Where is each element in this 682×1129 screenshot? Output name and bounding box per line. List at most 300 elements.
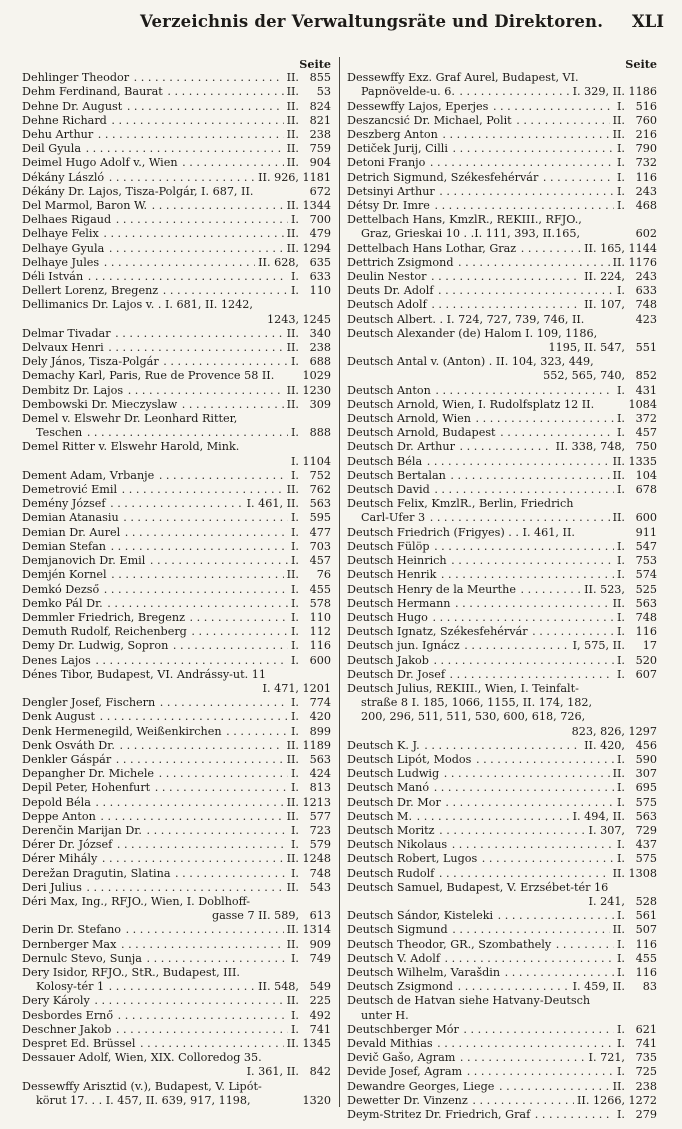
entry-name: Devald Mithias (347, 1037, 433, 1050)
entry-reference: II. (612, 511, 625, 525)
entry-page-number: 762 (309, 483, 331, 497)
index-entry (22, 994, 331, 1008)
entry-name: Demian Atanasiu (22, 511, 119, 525)
dot-leader (513, 114, 610, 128)
index-entry (347, 227, 657, 241)
entry-name: Detrich Sigmund, Székesfehérvár (347, 170, 539, 184)
dot-leader (430, 654, 614, 668)
entry-reference: I. (291, 355, 299, 369)
entry-name: Deutsch Adolf (347, 298, 427, 312)
dot-leader (447, 469, 610, 483)
entry-reference: II. 107, (584, 298, 625, 312)
entry-reference: II. (286, 85, 299, 99)
entry-reference: I. (291, 639, 299, 653)
entry-name: Dery Isidor, RFJO., StR., Budapest, III. (22, 965, 240, 979)
entry-reference: 823, 826, (571, 724, 625, 738)
index-entry (22, 781, 331, 795)
index-entry (22, 1065, 331, 1079)
entry-reference: II. (286, 241, 299, 255)
dot-leader (188, 625, 288, 639)
entry-reference: I. (617, 667, 625, 681)
entry-reference: I. 329, II. (572, 85, 625, 99)
entry-page-number: 749 (309, 951, 331, 965)
entry-page-number: 479 (309, 227, 331, 241)
index-entry (22, 1037, 331, 1051)
index-entry (347, 824, 657, 838)
index-entry (347, 327, 657, 341)
dot-leader (435, 867, 609, 881)
entry-reference: II. 523, (584, 582, 625, 596)
dot-leader (164, 85, 284, 99)
entry-name: Derin Dr. Stefano (22, 923, 122, 937)
entry-page-number: 420 (309, 710, 331, 724)
index-entry (22, 682, 331, 696)
dot-leader (112, 1023, 288, 1037)
index-entry (22, 171, 331, 185)
entry-page-number: 563 (309, 497, 331, 511)
index-entry (347, 469, 657, 483)
index-entry (347, 1065, 657, 1079)
entry-page-number: 424 (309, 767, 331, 781)
entry-name: Deutsch David (347, 483, 430, 497)
entry-name: Kolosy-tér 1 (36, 980, 105, 994)
entry-reference: II. (612, 866, 625, 880)
entry-reference: I. (291, 554, 299, 568)
entry-reference: II. (612, 255, 625, 269)
entry-name: Dettelbach Hans, KmzlR., REKIII., RFJO., (347, 213, 582, 227)
index-entry (22, 156, 331, 170)
index-entry (347, 952, 657, 966)
entry-name: Deutsch Lipót, Modos (347, 752, 472, 766)
entry-name: Dely János, Tisza-Polgár (22, 355, 159, 369)
dot-leader (179, 156, 284, 170)
entry-page-number: 477 (309, 525, 331, 539)
entry-name: Dérer Dr. József (22, 838, 113, 852)
index-entry (347, 938, 657, 952)
entry-page-number: 904 (309, 156, 331, 170)
entry-page-number: 759 (309, 142, 331, 156)
entry-reference: I. (617, 1065, 625, 1079)
entry-page-number: 563 (635, 596, 657, 610)
entry-page-number: 116 (635, 937, 657, 951)
index-entry (22, 710, 331, 724)
index-entry (22, 611, 331, 625)
dot-leader (178, 398, 283, 412)
entry-name: Dehu Arthur (22, 128, 94, 141)
entry-reference: I. (617, 653, 625, 667)
dot-leader (104, 597, 288, 611)
entry-name: straße 8 I. 185, 1066, 1155, II. 174, 182, (361, 696, 593, 710)
entry-page-number: 551 (635, 341, 657, 355)
dot-leader (455, 256, 610, 270)
entry-reference: I, 575, II. (572, 639, 625, 653)
entry-reference: II. (286, 752, 299, 766)
entry-page-number: 842 (309, 1065, 331, 1079)
index-entry (22, 597, 331, 611)
entry-page-number: 760 (635, 113, 657, 127)
dot-leader (97, 810, 284, 824)
index-entry (22, 980, 331, 994)
entry-page-number: 1176 (628, 255, 657, 269)
entry-name: Graz, Grieskai 10 . .I. 111, 393, II.165, (361, 227, 580, 241)
entry-page-number: 579 (309, 838, 331, 852)
dot-leader (426, 156, 614, 170)
entry-reference: I. (291, 525, 299, 539)
dot-leader (431, 199, 614, 213)
entry-reference: II. (286, 1037, 299, 1050)
entry-name: Dembitz Dr. Lajos (22, 383, 124, 397)
index-entry (347, 923, 657, 937)
entry-page-number: 1297 (628, 724, 657, 738)
entry-page-number: 468 (635, 199, 657, 213)
dot-leader (146, 554, 288, 568)
dot-leader (186, 611, 288, 625)
entry-page-number: 549 (309, 980, 331, 994)
dot-leader (472, 753, 614, 767)
dot-leader (107, 497, 244, 511)
entry-reference: II. 628, (258, 255, 299, 269)
entry-page-number: 1248 (302, 852, 331, 866)
index-entry (22, 923, 331, 937)
index-entry (347, 1023, 657, 1037)
dot-leader (431, 483, 614, 497)
index-entries (347, 71, 657, 1122)
entry-reference: I. 241, (588, 894, 625, 908)
entry-page-number: 307 (635, 767, 657, 781)
index-entry (347, 341, 657, 355)
entry-name: Demy Dr. Ludwig, Sopron (22, 639, 169, 653)
entry-page-number: 824 (309, 99, 331, 113)
entry-reference: I. (291, 625, 299, 639)
index-column-left (22, 57, 331, 1108)
entry-page-number: 753 (635, 554, 657, 568)
entry-reference: II. (286, 113, 299, 127)
index-entry (347, 895, 657, 909)
entry-page-number: 1308 (628, 866, 657, 880)
dot-leader (100, 256, 255, 270)
entry-name: Déri Max, Ing., RFJO., Wien, I. Doblhoff- (22, 894, 250, 908)
entry-name: Demel v. Elswehr Dr. Leonhard Ritter, (22, 412, 238, 426)
dot-leader (100, 227, 284, 241)
entry-reference: I. (617, 909, 625, 923)
entry-name: Dewetter Dr. Vinzenz (347, 1093, 468, 1107)
entry-name: Deutsch Dr. Arthur (347, 440, 455, 454)
index-entry (347, 483, 657, 497)
entry-reference: I. (291, 653, 299, 667)
entry-reference: I. (617, 965, 625, 979)
entry-name: Deutsch Arnold, Wien (347, 412, 471, 426)
entry-page-number: 1294 (302, 241, 331, 255)
dot-leader (118, 483, 284, 497)
dot-leader (143, 952, 288, 966)
index-entry (22, 668, 331, 682)
dot-leader (429, 611, 614, 625)
entry-name: Delhaye Felix (22, 227, 99, 241)
dot-leader (114, 1009, 288, 1023)
dot-leader (434, 1037, 614, 1051)
index-entry (22, 313, 331, 327)
entry-reference: I. (617, 483, 625, 497)
index-entry (347, 71, 657, 85)
dot-leader (469, 1094, 574, 1108)
entry-reference: I. (617, 795, 625, 809)
entry-reference: II. 165, (584, 241, 625, 255)
entry-name: Demian Stefan (22, 539, 107, 553)
entry-name: Deutsch Fülöp (347, 539, 430, 553)
dot-leader (108, 114, 284, 128)
entry-reference: II. (286, 341, 299, 355)
entry-reference: II. (612, 596, 625, 610)
entry-reference: II. (286, 156, 299, 170)
index-entry (22, 824, 331, 838)
dot-leader (105, 341, 284, 355)
index-entry (347, 625, 657, 639)
entry-name: Demkó Dezső (22, 582, 100, 596)
entry-reference: I. (291, 213, 299, 227)
entry-page-number: 431 (635, 383, 657, 397)
index-entry (347, 654, 657, 668)
entry-reference: I. (617, 781, 625, 795)
entry-page-number: 437 (635, 838, 657, 852)
index-entry (22, 696, 331, 710)
index-entry (347, 568, 657, 582)
entry-name: Deutsch Arnold, Budapest (347, 426, 496, 440)
entry-reference: I. 459, II. (572, 980, 625, 994)
index-entry (347, 1094, 657, 1108)
dot-leader (96, 710, 288, 724)
entry-reference: I. (617, 383, 625, 397)
entry-reference: I. (617, 412, 625, 426)
entry-name: Deil Gyula (22, 142, 82, 156)
entry-name: Derežan Dragutin, Slatina (22, 866, 171, 880)
entry-reference: II. (286, 227, 299, 241)
dot-leader (172, 867, 289, 881)
index-entry (22, 256, 331, 270)
entry-name: Papnövelde-u. 6. (361, 85, 455, 99)
index-entry (22, 583, 331, 597)
entry-name: Dehne Richard (22, 113, 107, 127)
entry-page-number: 1320 (302, 1093, 331, 1107)
entry-name: Deutsch Hermann (347, 596, 451, 610)
entry-page-number: 83 (642, 980, 657, 994)
entry-name: Dessauer Adolf, Wien, XIX. Colloredog 35. (22, 1051, 262, 1065)
entry-reference: I. (291, 823, 299, 837)
entry-name: Déli István (22, 270, 84, 284)
entry-reference: I. (291, 696, 299, 710)
entry-page-number: 456 (635, 738, 657, 752)
index-entry (22, 895, 331, 909)
index-entry (347, 852, 657, 866)
index-entry (22, 725, 331, 739)
entry-page-number: 457 (309, 554, 331, 568)
entry-page-number: 633 (635, 284, 657, 298)
index-entry (22, 852, 331, 866)
index-entry (22, 114, 331, 128)
index-entry (347, 753, 657, 767)
index-entry (347, 100, 657, 114)
entry-page-number: 899 (309, 724, 331, 738)
page-number: XLI (631, 12, 664, 31)
dot-leader (437, 568, 614, 582)
entry-page-number: 112 (309, 625, 331, 639)
dot-leader (517, 242, 581, 256)
index-entry (22, 1094, 331, 1108)
entry-name: 200, 296, 511, 511, 530, 600, 618, 726, (361, 710, 586, 724)
dot-leader (460, 1023, 614, 1037)
entry-page-number: 1189 (302, 738, 331, 752)
index-entry (347, 1009, 657, 1023)
index-entry (22, 540, 331, 554)
dot-leader (155, 767, 288, 781)
entry-name: Teschen (36, 426, 83, 440)
entry-reference: II. (612, 767, 625, 781)
entry-name: Demko Pál Dr. (22, 596, 103, 610)
entry-reference: II. 420, (584, 738, 625, 752)
entry-page-number: 1272 (628, 1093, 657, 1107)
entry-reference: I. 461, II. (246, 497, 299, 511)
index-entry (347, 966, 657, 980)
entry-reference: II. (286, 142, 299, 156)
dot-leader (105, 242, 283, 256)
index-entry (347, 597, 657, 611)
page-title: Verzeichnis der Verwaltungsräte und Direktoren. (140, 12, 604, 31)
entry-name: Demetrović Emil (22, 483, 118, 497)
entry-name: Deutsch Henry de la Meurthe (347, 582, 516, 596)
entry-page-number: 243 (635, 270, 657, 284)
index-entry (22, 384, 331, 398)
index-entry (347, 781, 657, 795)
index-entry (22, 511, 331, 525)
dot-leader (84, 270, 288, 284)
dot-leader (112, 327, 284, 341)
index-entry (347, 355, 657, 369)
entry-page-number: 455 (309, 582, 331, 596)
dot-leader (478, 852, 614, 866)
entry-reference: II. (286, 71, 299, 85)
dot-leader (160, 355, 288, 369)
entry-reference: II. (612, 113, 625, 127)
dot-leader (421, 739, 581, 753)
index-entry (347, 156, 657, 170)
index-entry (347, 85, 657, 99)
entry-name: Detoni Franjo (347, 156, 426, 170)
entry-name: Dewandre Georges, Liege (347, 1079, 495, 1093)
entry-reference: I. (291, 511, 299, 525)
entry-reference: I. (617, 951, 625, 965)
entry-reference: II. 548, (258, 980, 299, 994)
entry-name: Denk Osváth Dr. (22, 738, 115, 752)
index-entry (22, 412, 331, 426)
index-entry (22, 654, 331, 668)
entry-page-number: 909 (309, 937, 331, 951)
index-entry (347, 867, 657, 881)
entry-name: Demény József (22, 497, 106, 511)
page-header (0, 10, 682, 36)
entry-reference: I. (291, 866, 299, 880)
entry-page-number: 590 (635, 752, 657, 766)
index-entry (22, 85, 331, 99)
entry-name: Deutsch Wilhelm, Varašdin (347, 965, 501, 979)
entry-name: Deutsch Heinrich (347, 554, 447, 568)
index-entry (22, 838, 331, 852)
index-entry (22, 369, 331, 383)
dot-leader (107, 540, 288, 554)
entry-name: Denk Hermenegild, Weißenkirchen (22, 724, 222, 738)
entry-page-number: 457 (635, 426, 657, 440)
dot-leader (426, 511, 609, 525)
index-entry (22, 867, 331, 881)
index-entry (347, 994, 657, 1008)
entry-name: Deutsch Hugo (347, 610, 428, 624)
index-entry (347, 540, 657, 554)
entry-name: Dernulc Stevo, Sunja (22, 951, 142, 965)
index-entry (22, 497, 331, 511)
entry-reference: I. 494, II. (572, 809, 625, 823)
entry-reference: II. (612, 454, 625, 468)
entry-name: Depold Béla (22, 795, 91, 809)
entry-name: Carl-Ufer 3 (361, 511, 426, 525)
entry-name: Deutschberger Mór (347, 1022, 459, 1036)
entry-name: Dettrich Zsigmond (347, 255, 454, 269)
entry-reference: I. (617, 1037, 625, 1050)
entry-name: Deutsch Friedrich (Frigyes) . . I. 461, II. (347, 525, 575, 539)
dot-leader (432, 384, 614, 398)
entry-page-number: 1029 (302, 369, 331, 383)
entry-page-number: 752 (309, 468, 331, 482)
entry-page-number: 17 (642, 639, 657, 653)
dot-leader (122, 923, 284, 937)
entry-reference: II. (286, 397, 299, 411)
entry-name: Deri Julius (22, 880, 82, 894)
index-entry (347, 256, 657, 270)
column-header-seite: Seite (299, 57, 331, 71)
entry-page-number: 888 (309, 426, 331, 440)
entry-name: Dessewffy Exz. Graf Aurel, Budapest, VI. (347, 71, 579, 85)
entry-name: Denk August (22, 710, 96, 724)
entry-page-number: 741 (635, 1037, 657, 1050)
entry-page-number: 1213 (302, 795, 331, 809)
entry-name: Deutsch Jakob (347, 653, 429, 667)
entry-page-number: 741 (309, 1022, 331, 1036)
entry-page-number: 703 (309, 539, 331, 553)
entry-page-number: 455 (635, 951, 657, 965)
entry-page-number: 563 (309, 752, 331, 766)
entry-name: Dérer Mihály (22, 852, 98, 866)
entry-reference: I. (617, 1022, 625, 1036)
entry-reference: 552, 565, 740, (543, 369, 625, 383)
entry-name: Deutsch Robert, Lugos (347, 852, 478, 866)
entry-reference: I. (291, 468, 299, 482)
index-entry (347, 526, 657, 540)
entry-reference: I. (617, 1108, 625, 1122)
entry-name: Dernberger Max (22, 937, 117, 951)
entry-reference: I. (291, 1022, 299, 1036)
entry-page-number: 1201 (302, 681, 331, 695)
entry-page-number: 748 (309, 866, 331, 880)
entry-name: Deutsch Felix, KmzlR., Berlin, Friedrich (347, 497, 574, 511)
entry-name: Devič Gašo, Agram (347, 1051, 456, 1065)
entry-page-number: 372 (635, 412, 657, 426)
index-entry (347, 1037, 657, 1051)
index-entry (347, 554, 657, 568)
entry-reference: I. (291, 1008, 299, 1022)
entry-page-number: 678 (635, 483, 657, 497)
dot-leader (155, 469, 288, 483)
entry-page-number: 621 (635, 1022, 657, 1036)
entry-name: Deutsch Béla (347, 454, 423, 468)
entry-reference: II. (612, 923, 625, 937)
dot-leader (461, 639, 570, 653)
